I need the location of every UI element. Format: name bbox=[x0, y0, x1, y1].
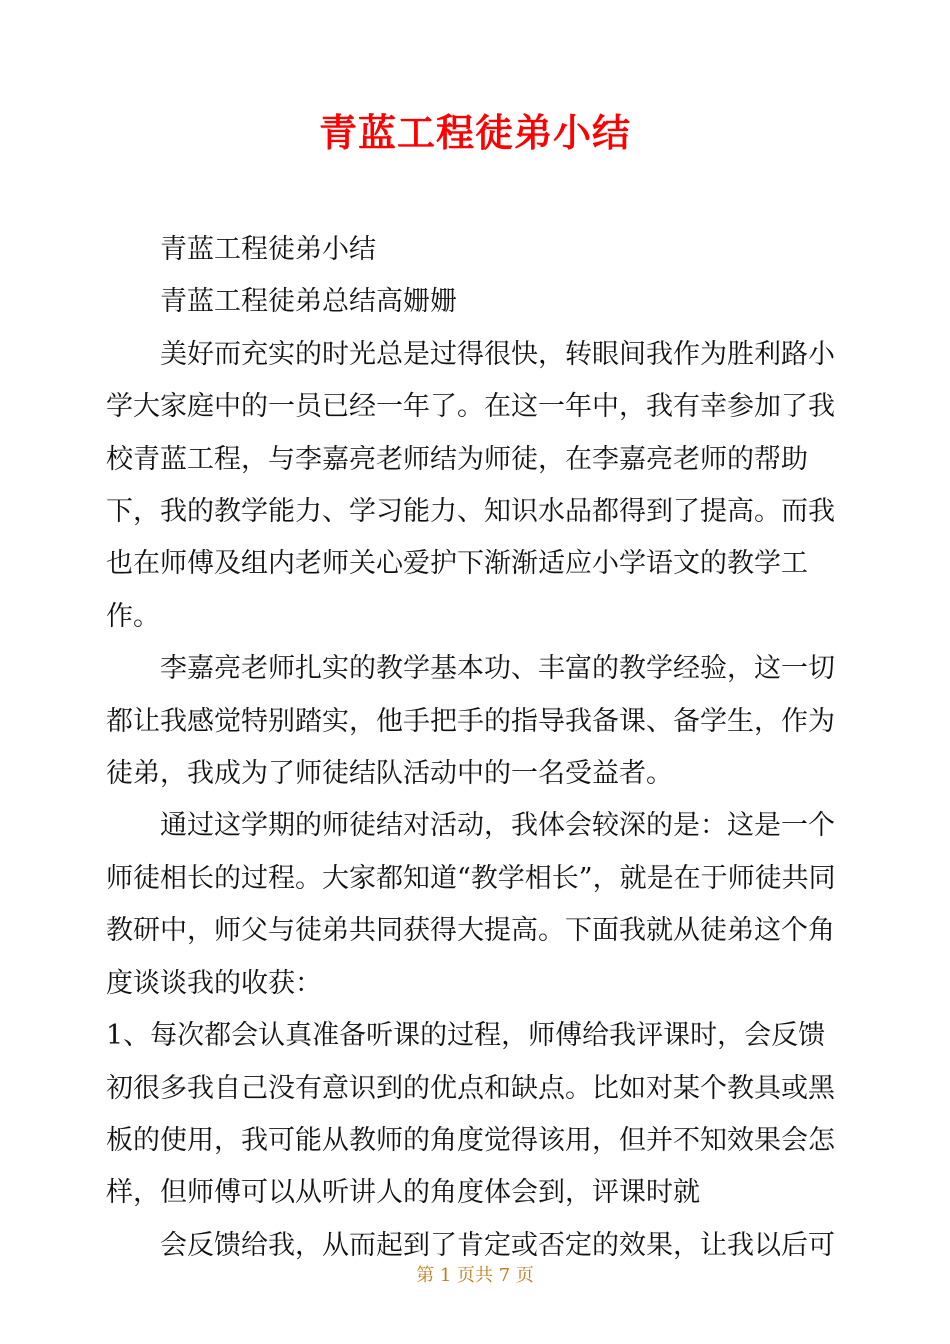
paragraph-author-line: 青蓝工程徒弟总结高姗姗 bbox=[160, 286, 457, 318]
paragraph-continuation: 会反馈给我，从而起到了肯定或否定的效果，让我以后可 bbox=[160, 1229, 835, 1261]
paragraph-intro: 美好而充实的时光总是过得很快，转眼间我作为胜利路小学大家庭中的一员已经一年了。在这一年中，我有幸参加了我校青蓝工程，与李嘉亮老师结为师徒，在李嘉亮老师的帮助下，我的教学能力、学习能力、知识水品都得到了提高。而我也在师傅及组内老师关心爱护下渐渐适应小学语文的教学工作。 bbox=[106, 338, 835, 632]
document-body bbox=[106, 224, 846, 1272]
document-title: 青蓝工程徒弟小结 bbox=[318, 111, 631, 155]
paragraph-point-1: 1、每次都会认真准备听课的过程，师傅给我评课时，会反馈初很多我自己没有意识到的优点和缺点。比如对某个教具或黑板的使用，我可能从教师的角度觉得该用，但并不知效果会怎样，但师傅可以从听讲人的角度体会到，评课时就 bbox=[106, 1020, 835, 1209]
paragraph-mentor: 李嘉亮老师扎实的教学基本功、丰富的教学经验，这一切都让我感觉特别踏实，他手把手的指导我备课、备学生，作为徒弟，我成为了师徒结队活动中的一名受益者。 bbox=[106, 653, 835, 790]
paragraph-experience: 通过这学期的师徒结对活动，我体会较深的是：这是一个师徒相长的过程。大家都知道“教学相长”，就是在于师徒共同教研中，师父与徒弟共同获得大提高。下面我就从徒弟这个角度谈谈我的收获： bbox=[106, 810, 836, 999]
paragraph-subtitle: 青蓝工程徒弟小结 bbox=[160, 234, 376, 265]
page-number-footer: 第 1 页共 7 页 bbox=[416, 1265, 534, 1286]
